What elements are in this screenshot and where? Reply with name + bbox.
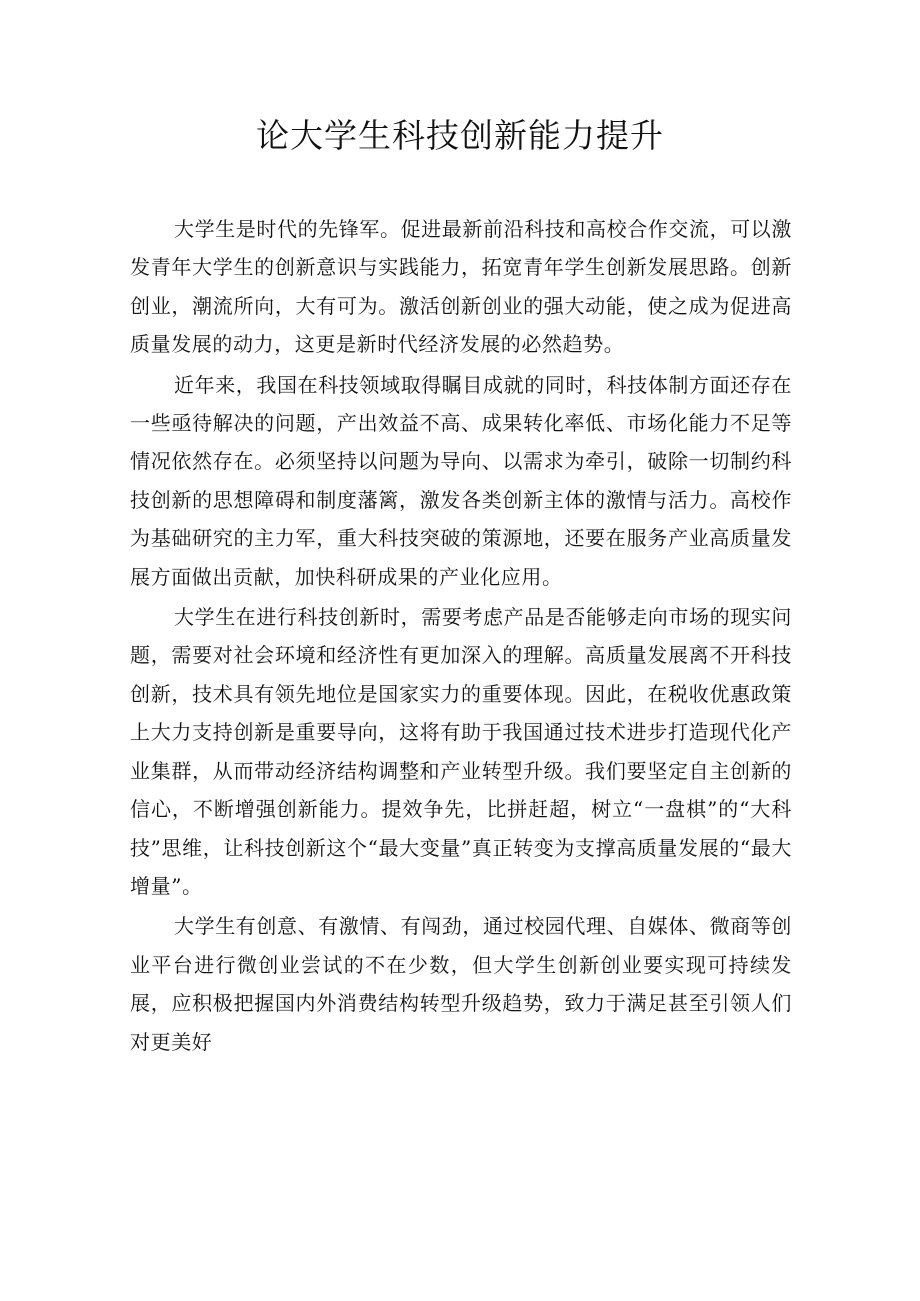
paragraph-2: 近年来，我国在科技领域取得瞩目成就的同时，科技体制方面还存在一些亟待解决的问题，产出效益不高、成果转化率低、市场化能力不足等情况依然存在。必须坚持以问题为导向、以需求为牵引，破除一切制约科技创新的思想障碍和制度藩篱，激发各类创新主体的激情与活力。高校作为基础研究的主力军，重大科技突破的策源地，还要在服务产业高质量发展方面做出贡献，加快科研成果的产业化应用。: [130, 372, 792, 589]
paragraph-3: 大学生在进行科技创新时，需要考虑产品是否能够走向市场的现实问题，需要对社会环境和经济性有更加深入的理解。高质量发展离不开科技创新，技术具有领先地位是国家实力的重要体现。因此，在税收优惠政策上大力支持创新是重要导向，这将有助于我国通过技术进步打造现代化产业集群，从而带动经济结构调整和产业转型升级。我们要坚定自主创新的信心，不断增强创新能力。提效争先，比拼赶超，树立“一盘棋”的“大科技”思维，让科技创新这个“最大变量”真正转变为支撑高质量发展的“最大增量”。: [130, 605, 792, 898]
document-body: [130, 210, 792, 1061]
paragraph-4: 大学生有创意、有激情、有闯劲，通过校园代理、自媒体、微商等创业平台进行微创业尝试的不在少数，但大学生创新创业要实现可持续发展，应积极把握国内外消费结构转型升级趋势，致力于满足甚至引领人们对更美好: [130, 914, 792, 1054]
paragraph-1: 大学生是时代的先锋军。促进最新前沿科技和高校合作交流，可以激发青年大学生的创新意识与实践能力，拓宽青年学生创新发展思路。创新创业，潮流所向，大有可为。激活创新创业的强大动能，使之成为促进高质量发展的动力，这更是新时代经济发展的必然趋势。: [130, 217, 792, 357]
document-title: 论大学生科技创新能力提升: [256, 116, 664, 155]
